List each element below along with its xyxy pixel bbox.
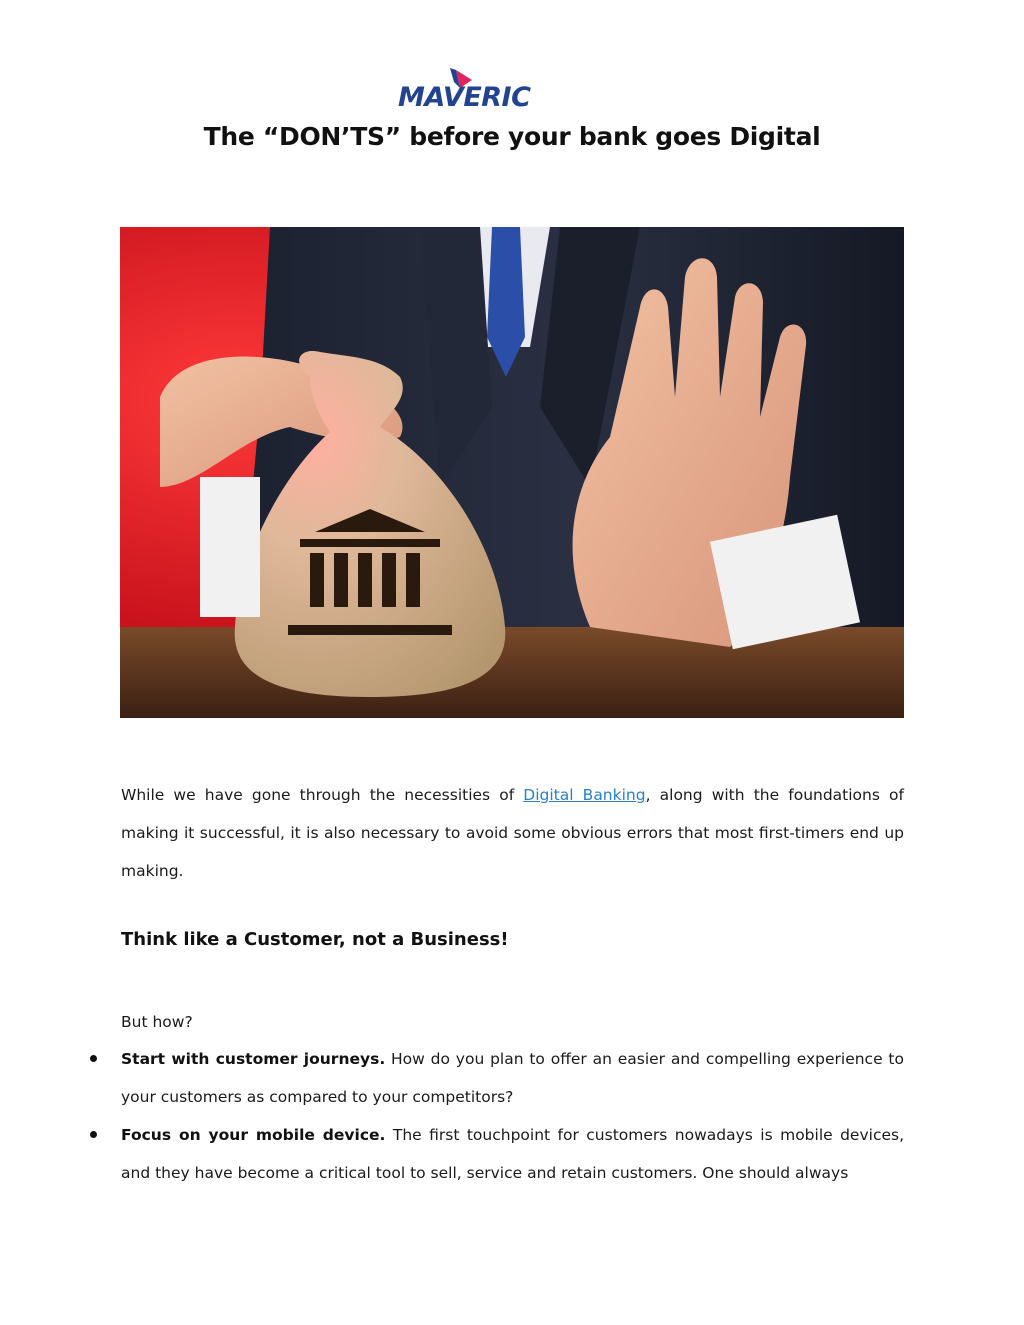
intro-paragraph bbox=[121, 776, 904, 890]
list-item-bold: Start with customer journeys. bbox=[121, 1050, 386, 1068]
list-item bbox=[121, 1116, 904, 1192]
tips-list bbox=[121, 1040, 904, 1192]
intro-text-start: While we have gone through the necessities of bbox=[121, 786, 524, 804]
bullet-icon bbox=[90, 1055, 97, 1062]
maveric-logo bbox=[398, 68, 548, 112]
section-heading: Think like a Customer, not a Business! bbox=[121, 929, 509, 950]
logo-text: MAVERIC bbox=[398, 82, 531, 113]
page-title: The “DON’TS” before your bank goes Digital bbox=[203, 122, 821, 151]
list-item-text: The first touchpoint for customers nowadays is mobile devices, and they have become a critical tool to sell, service and retain customers. One should always bbox=[121, 1126, 905, 1182]
intro-text-end: , along with the foundations of making it successful, it is also necessary to avoid some obvious errors that most first-timers end up making. bbox=[121, 786, 904, 880]
list-item bbox=[121, 1040, 904, 1116]
bullet-icon bbox=[90, 1131, 97, 1138]
list-item-bold: Focus on your mobile device. bbox=[121, 1126, 386, 1144]
but-how-text: But how? bbox=[121, 1013, 193, 1031]
digital-banking-link[interactable]: Digital Banking bbox=[523, 786, 646, 804]
list-item-text: How do you plan to offer an easier and compelling experience to your customers as compared to your competitors? bbox=[121, 1050, 904, 1106]
hero-image bbox=[120, 227, 904, 718]
